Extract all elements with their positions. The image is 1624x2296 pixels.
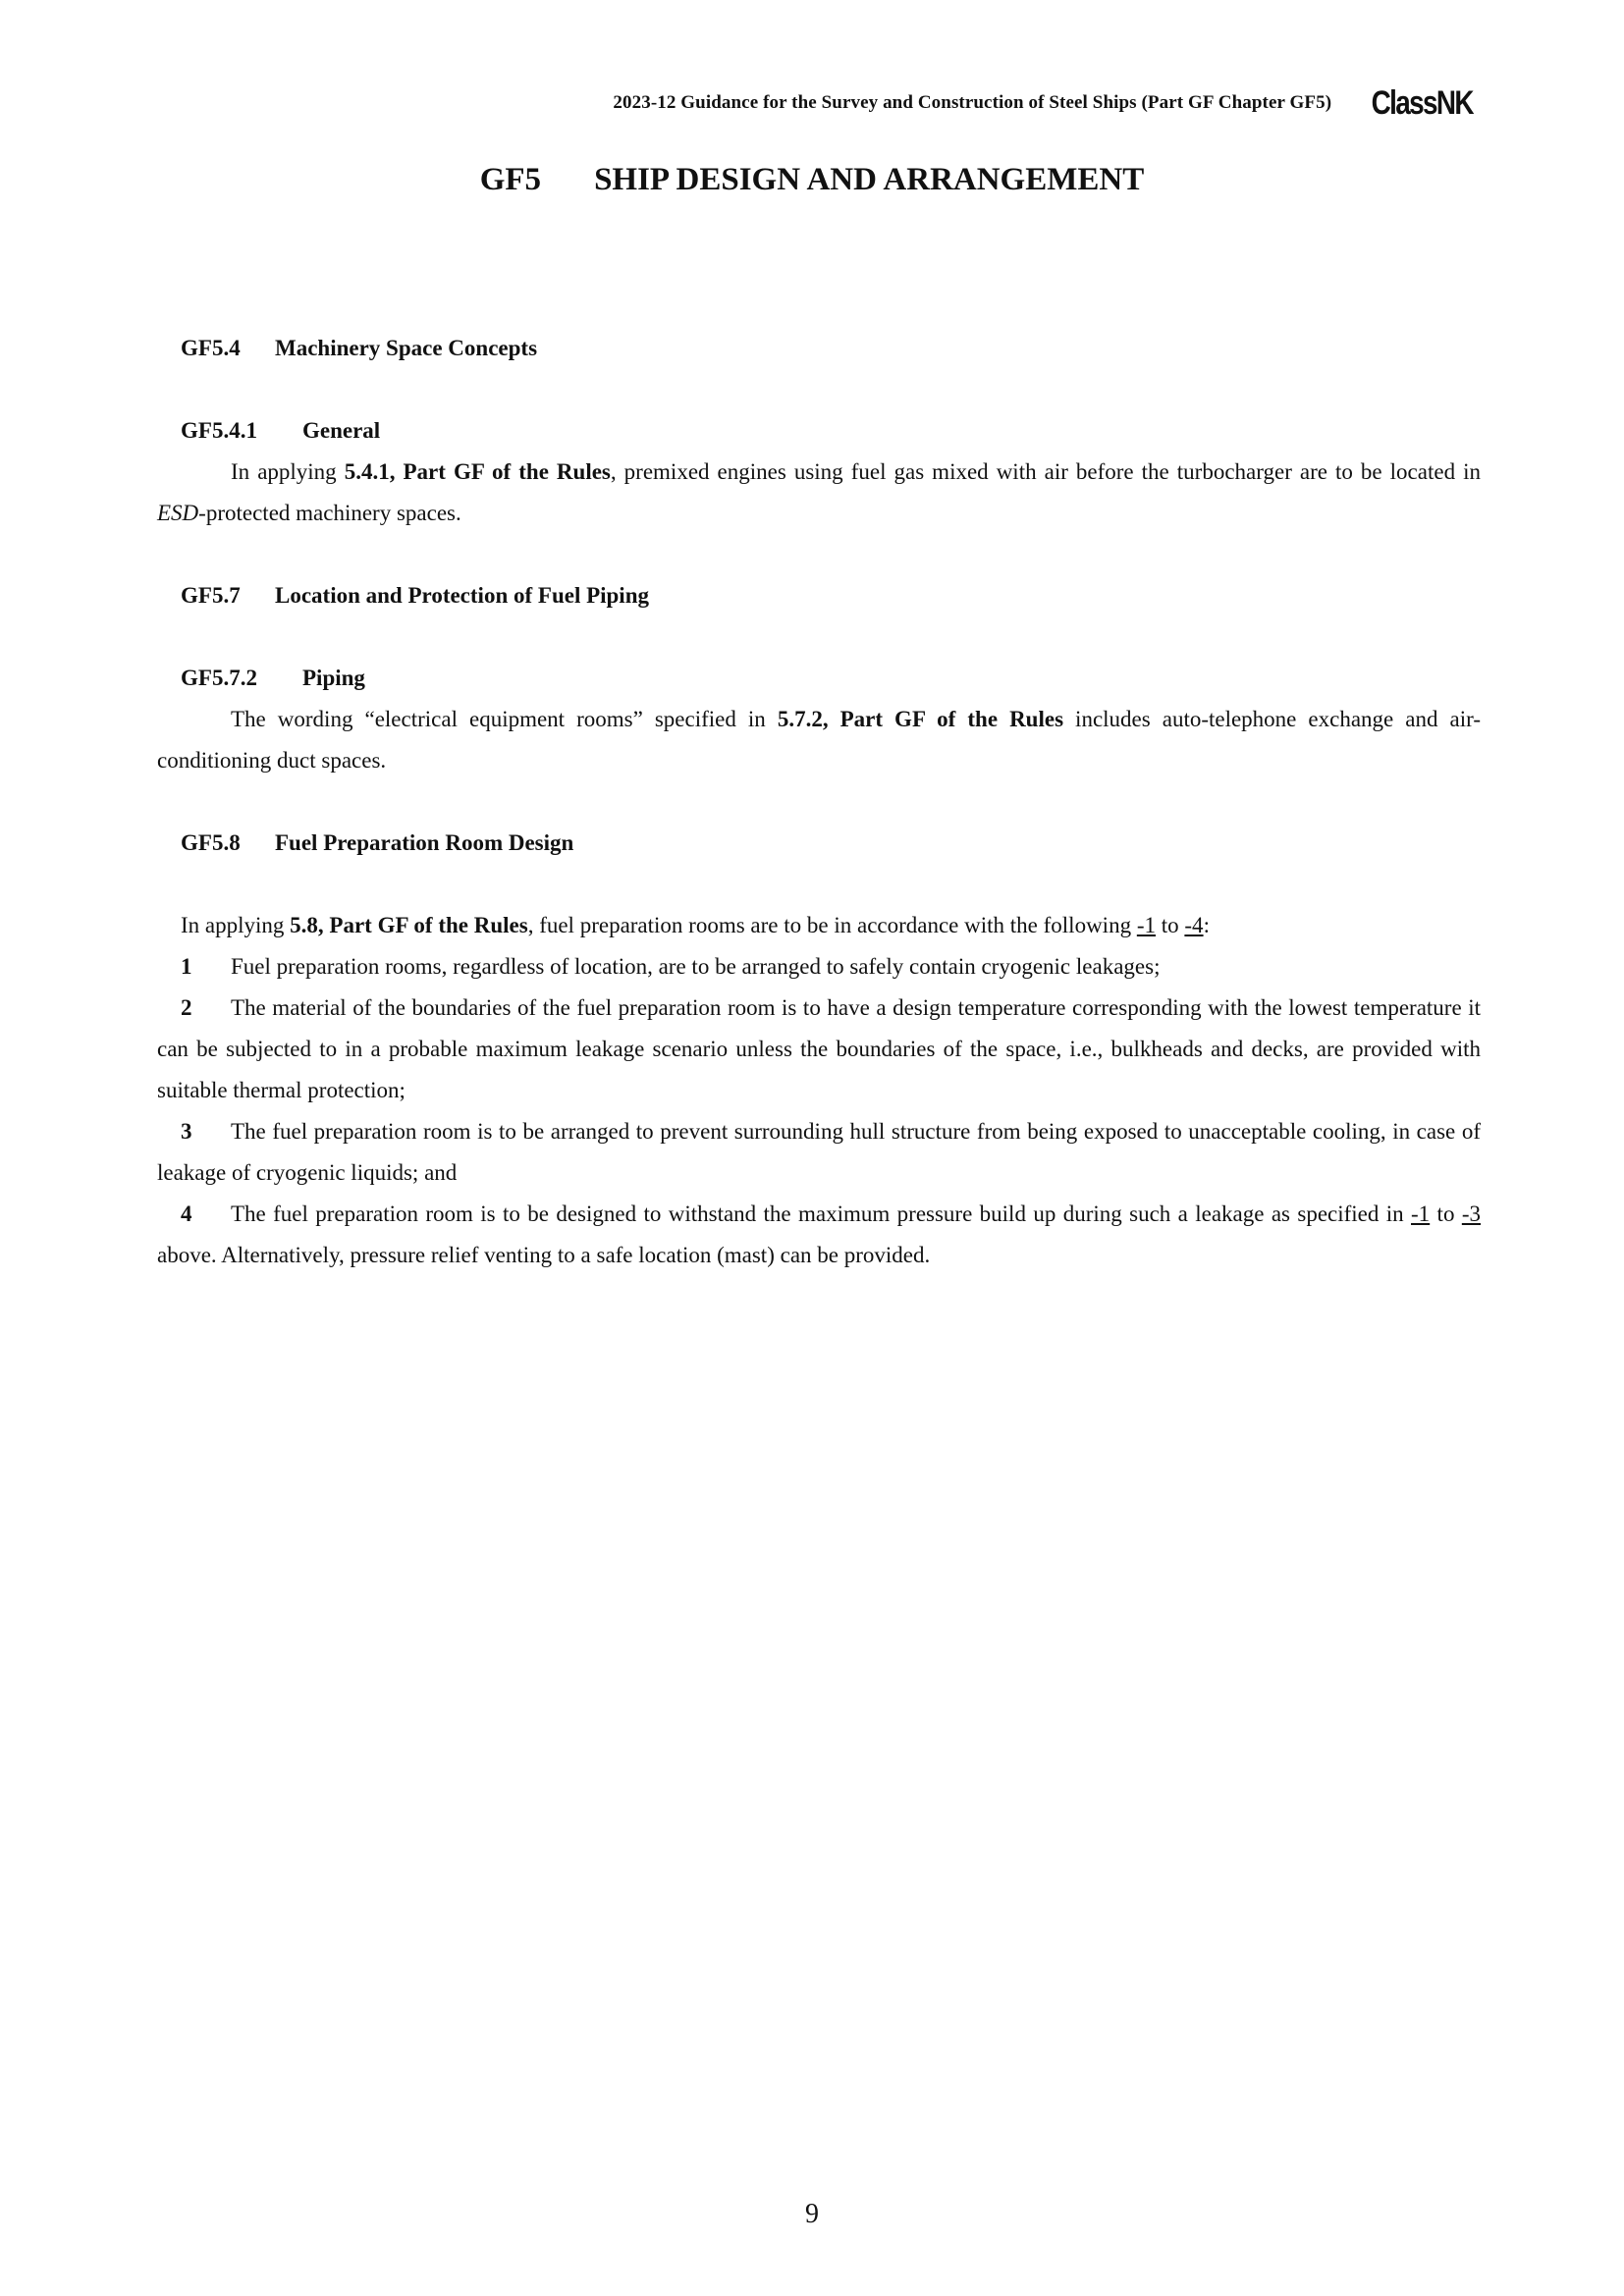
section-heading-gf5-4 [157,328,1481,369]
classnk-logo: ClassNK [1371,84,1473,122]
subsection-heading-gf5-4-1 [157,410,1481,452]
text-run: In applying [181,913,291,937]
section-title: Fuel Preparation Room Design [275,830,574,855]
cross-reference-link[interactable]: -4 [1184,913,1204,937]
chapter-title [0,162,1624,198]
text-run: to [1430,1201,1462,1226]
subsection-number: GF5.7.2 [181,666,257,690]
rule-reference: 5.7.2, Part GF of the Rules [777,707,1064,731]
running-header [157,80,1473,120]
text-run: , fuel preparation rooms are to be in accordance with the following [527,913,1137,937]
paragraph-gf5-7-2 [157,699,1481,781]
section-heading-gf5-8 [157,823,1481,864]
page-number: 9 [805,2199,819,2229]
cross-reference-link[interactable]: -1 [1411,1201,1431,1226]
chapter-number: GF5 [479,162,542,197]
text-run: The wording “electrical equipment rooms” specified in [231,707,778,731]
paragraph-gf5-4-1 [157,452,1481,534]
section-number: GF5.4 [181,336,241,360]
list-item-1 [157,946,1481,988]
cross-reference-link[interactable]: -1 [1136,913,1156,937]
subsection-title: Piping [302,666,365,690]
item-number: 3 [181,1119,192,1144]
section-number: GF5.8 [181,830,241,855]
list-item-4 [157,1194,1481,1276]
text-run: In applying [231,459,345,484]
cross-reference-link[interactable]: -3 [1461,1201,1481,1226]
subsection-title: General [302,418,381,443]
item-text: The material of the boundaries of the fuel preparation room is to have a design temperature corresponding with the lowest temperature it can be subjected to in a probable maximum leakage scenario unless the boundaries of the space, i.e., bulkheads and decks, are provided with suitable thermal protection; [157,995,1481,1102]
item-number: 2 [181,995,192,1020]
item-text: The fuel preparation room is to be designed to withstand the maximum pressure build up during such a leakage as specified in [231,1201,1412,1226]
running-header-title: 2023-12 Guidance for the Survey and Construction of Steel Ships (Part GF Chapter GF5) [613,92,1332,113]
text-run: : [1203,913,1210,937]
section-title: Machinery Space Concepts [275,336,538,360]
paragraph-gf5-8-intro [157,905,1481,946]
rule-reference: 5.8, Part GF of the Rules [290,913,528,937]
item-text: The fuel preparation room is to be arranged to prevent surrounding hull structure from being exposed to unacceptable cooling, in case of leakage of cryogenic liquids; and [157,1119,1481,1185]
text-run: to [1156,913,1185,937]
list-item-2 [157,988,1481,1111]
text-run: includes auto-telephone exchange and air-conditioning duct spaces. [157,707,1481,773]
subsection-number: GF5.4.1 [181,418,257,443]
rule-reference: 5.4.1, Part GF of the Rules [344,459,611,484]
item-number: 1 [181,954,192,979]
section-heading-gf5-7 [157,575,1481,616]
section-title: Location and Protection of Fuel Piping [275,583,649,608]
section-number: GF5.7 [181,583,241,608]
text-run: above. Alternatively, pressure relief venting to a safe location (mast) can be provided. [157,1243,931,1267]
text-run: , premixed engines using fuel gas mixed with air before the turbocharger are to be located in [610,459,1481,484]
list-item-3 [157,1111,1481,1194]
item-text: Fuel preparation rooms, regardless of location, are to be arranged to safely contain cryogenic leakages; [231,954,1161,979]
subsection-heading-gf5-7-2 [157,658,1481,699]
esd-term: ESD [157,501,199,525]
item-number: 4 [181,1201,192,1226]
document-body [157,328,1481,1276]
text-run: -protected machinery spaces. [198,501,461,525]
chapter-name: SHIP DESIGN AND ARRANGEMENT [594,162,1145,197]
